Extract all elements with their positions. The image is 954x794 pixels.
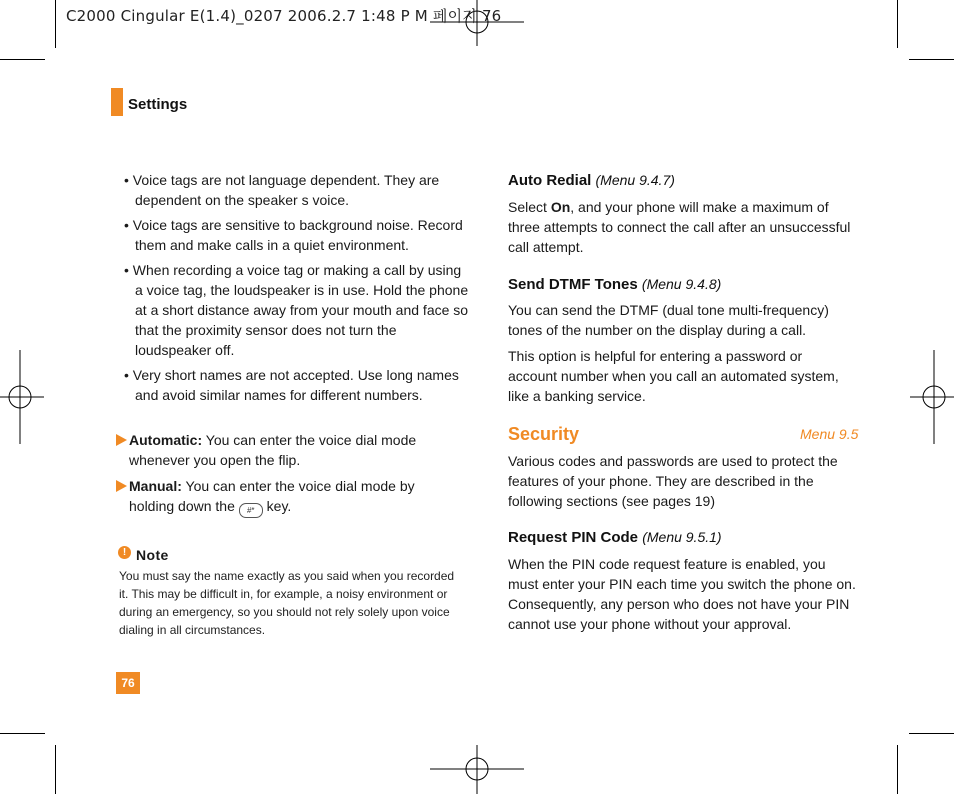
auto-redial-text-end: , and your phone will make a maximum of three attempts to connect the call after an unsuccessful call attempt. (508, 199, 851, 255)
request-pin-menu: (Menu 9.5.1) (642, 529, 722, 545)
request-pin-heading (508, 529, 722, 546)
page-number: 76 (116, 672, 140, 694)
security-heading: Security (508, 424, 580, 444)
send-dtmf-paragraph-1: You can send the DTMF (dual tone multi-frequency) tones of the number on the display during a call. (508, 302, 829, 338)
send-dtmf-paragraph-2: This option is helpful for entering a password or account number when you call an automated system, like a banking service. (508, 348, 839, 404)
auto-redial-on: On (550, 199, 571, 215)
request-pin-title: Request PIN Code (508, 529, 639, 546)
hash-star-key-icon: #* (239, 503, 263, 518)
auto-redial-text-start: Select (508, 199, 551, 215)
manual-label: Manual: (129, 478, 182, 494)
security-text: Various codes and passwords are used to protect the features of your phone. They are described in the following sections (see pages 19) (508, 453, 838, 509)
send-dtmf-title: Send DTMF Tones (508, 276, 638, 293)
arrow-bullet-icon (116, 434, 127, 446)
print-header: C2000 Cingular E(1.4)_0207 2006.2.7 1:48 P M 페이지 76 (66, 7, 502, 25)
automatic-text: You can enter the voice dial mode whenever you open the flip. (129, 432, 417, 468)
bullet-item: • Very short names are not accepted. Use long names and avoid similar names for different numbers. (124, 367, 459, 403)
section-tab-marker (111, 88, 123, 116)
bullet-item: • Voice tags are not language dependent. They are dependent on the speaker s voice. (124, 172, 440, 208)
send-dtmf-menu: (Menu 9.4.8) (641, 276, 722, 292)
auto-redial-heading (508, 172, 675, 189)
auto-redial-title: Auto Redial (508, 172, 592, 189)
send-dtmf-heading (508, 276, 721, 293)
automatic-item (129, 430, 459, 470)
auto-redial-menu: (Menu 9.4.7) (595, 172, 675, 188)
section-title: Settings (128, 96, 188, 113)
note-icon: ! (118, 546, 131, 559)
auto-redial-text (508, 197, 853, 257)
bullet-item: • When recording a voice tag or making a call by using a voice tag, the loudspeaker is in use. Hold the phone at a short distance away from your mouth and face so that the proximity sensor does not turn the loudspeaker off. (124, 262, 469, 358)
manual-text-end: key. (262, 498, 292, 514)
note-text: You must say the name exactly as you said when you recorded it. This may be difficult in, for example, a noisy environment or during an emergency, so you should not rely solely upon voice dialing in all circumstances. (119, 569, 455, 637)
bullet-item: • Voice tags are sensitive to background noise. Record them and make calls in a quiet environment. (124, 217, 463, 253)
manual-item (129, 476, 459, 518)
security-menu: Menu 9.5 (800, 426, 859, 442)
manual-text: You can enter the voice dial mode by holding down the (129, 478, 415, 514)
request-pin-text: When the PIN code request feature is enabled, you must enter your PIN each time you switch the phone on. Consequently, any person who does not have your PIN cannot use your phone without your approval. (508, 556, 856, 632)
arrow-bullet-icon (116, 480, 127, 492)
note-title: Note (136, 547, 169, 563)
automatic-label: Automatic: (129, 432, 203, 448)
